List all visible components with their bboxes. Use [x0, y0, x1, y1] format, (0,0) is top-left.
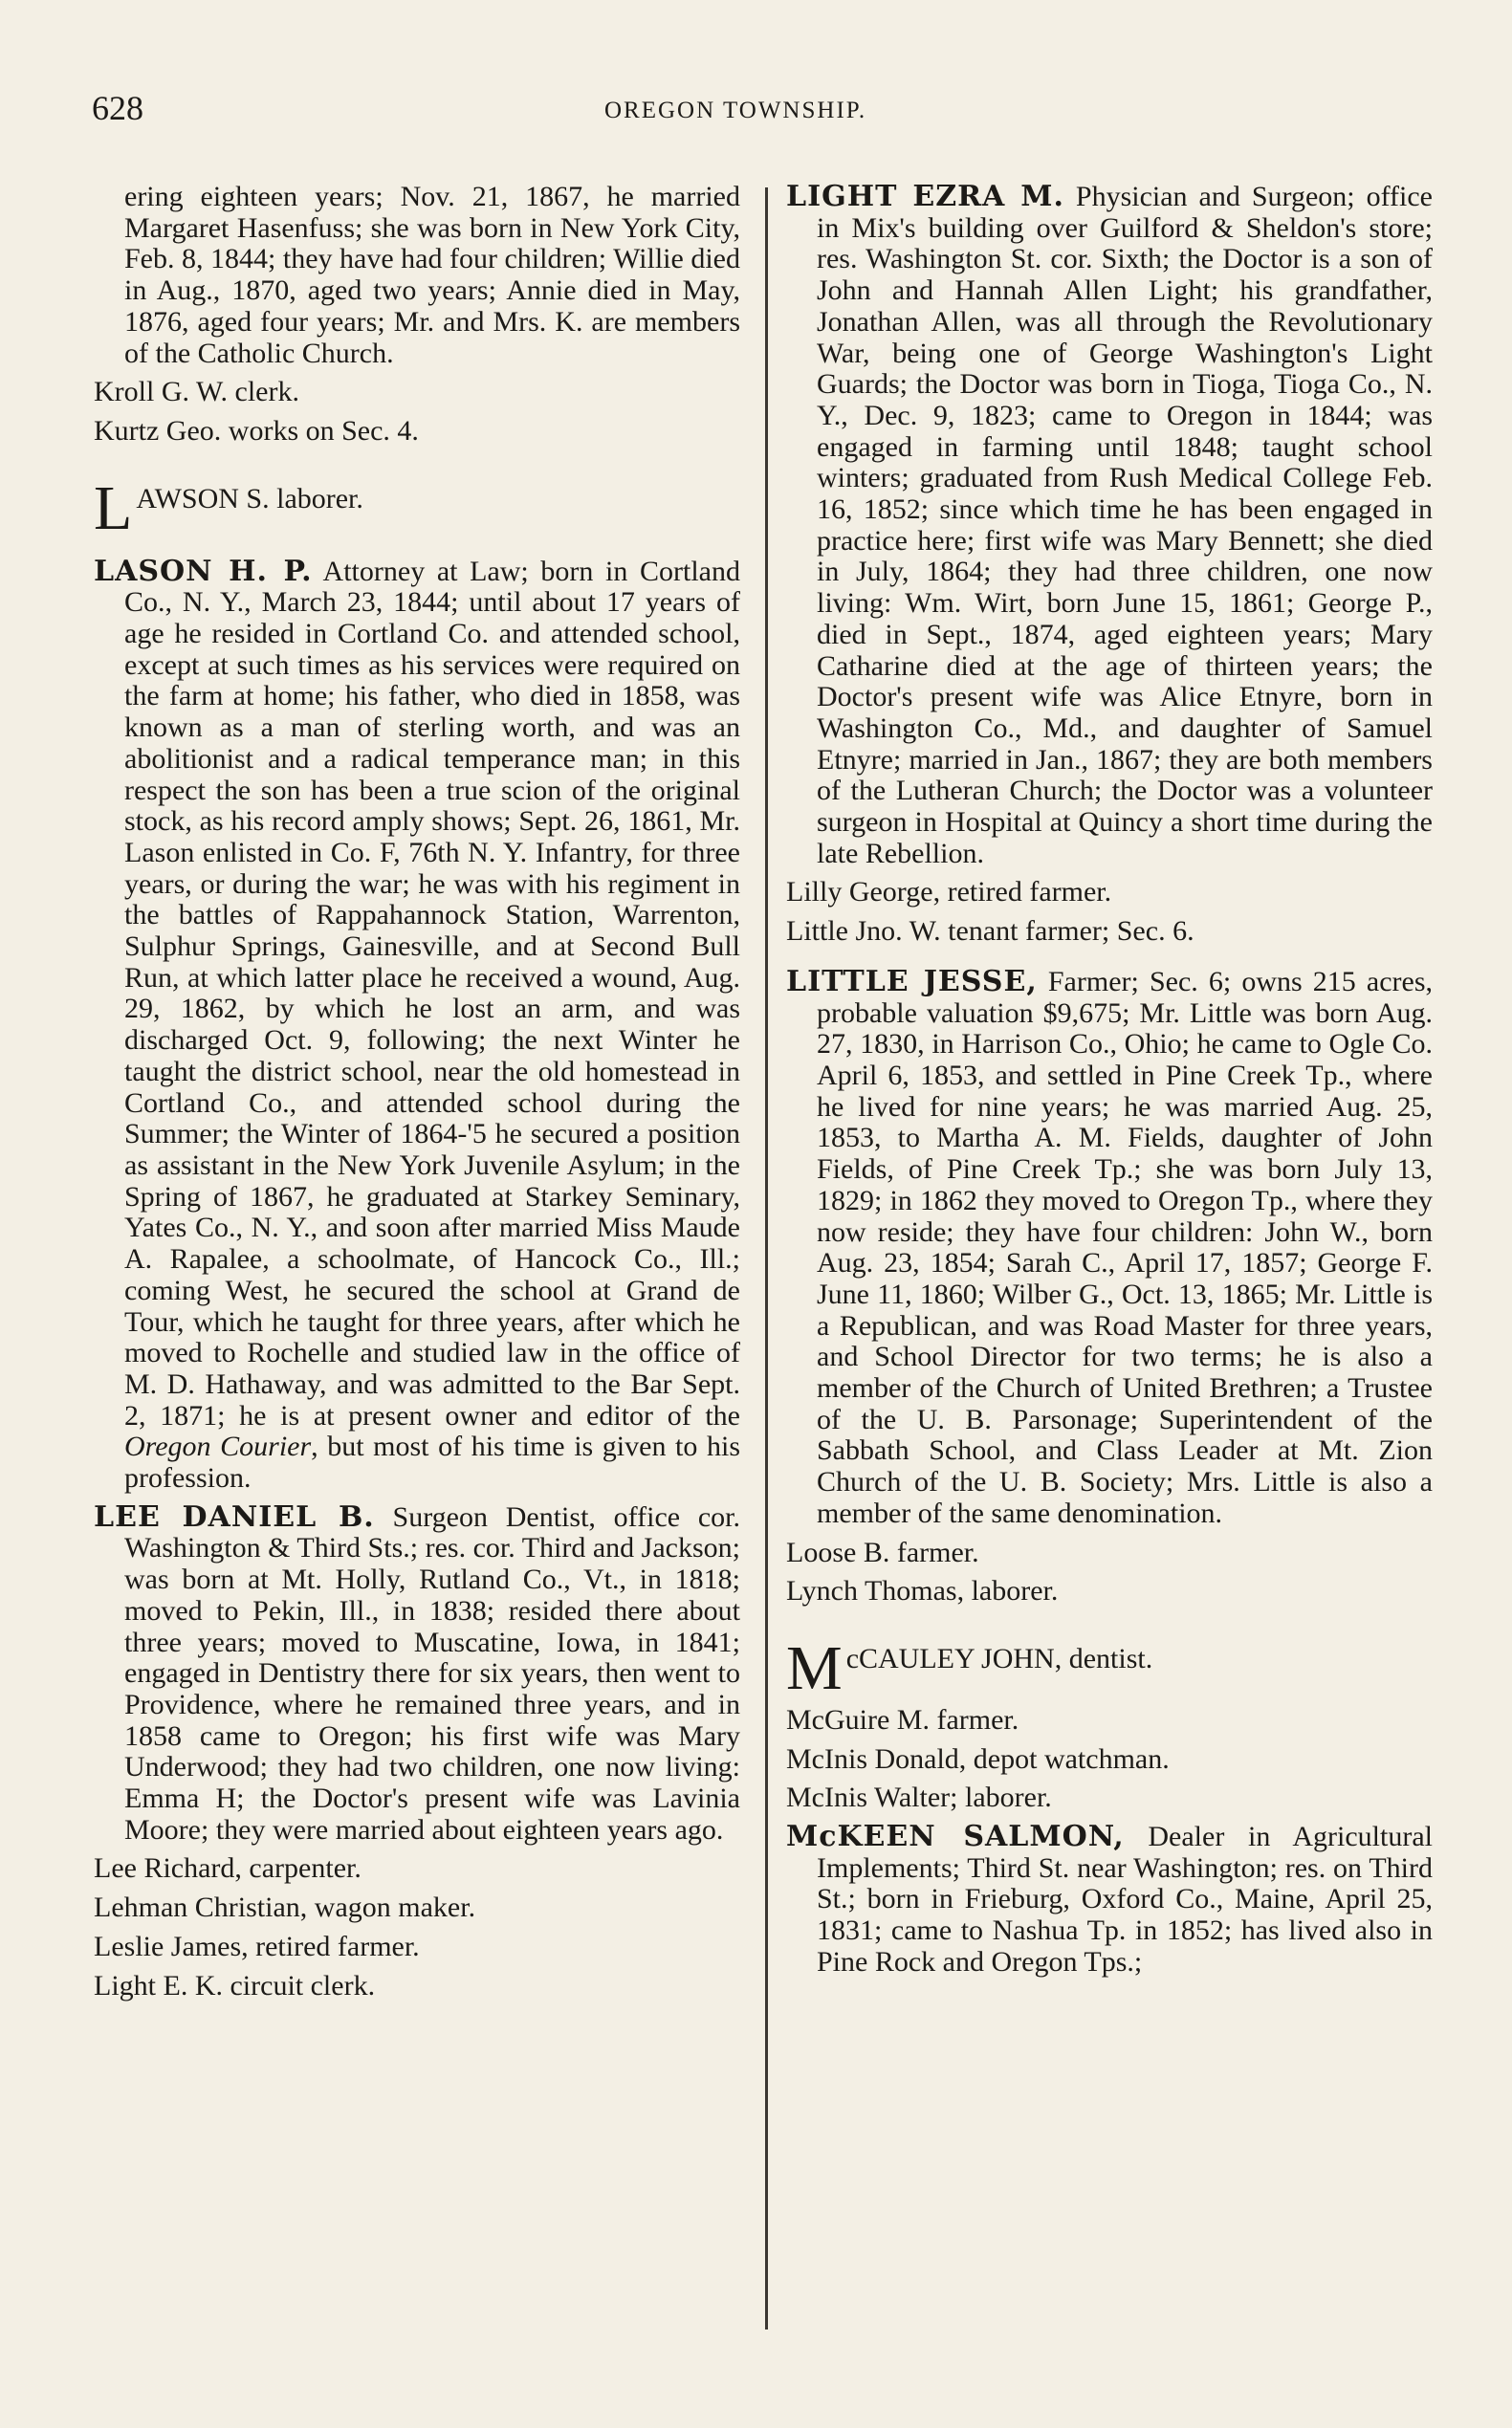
left-column: [94, 182, 740, 2001]
entry-light-ek: Light E. K. circuit clerk.: [94, 1969, 376, 2001]
entry-little-jesse: [786, 964, 1433, 1530]
section-heading-m: [786, 1632, 1433, 1703]
newspaper-title: Oregon Courier: [124, 1431, 312, 1463]
entry-mccauley: cCAULEY JOHN, dentist.: [845, 1642, 1153, 1674]
entry-mcguire: McGuire M. farmer.: [786, 1703, 1019, 1736]
entry-lehman: Lehman Christian, wagon maker.: [94, 1892, 476, 1924]
section-heading-l: [94, 472, 740, 543]
entry-mckeen: [786, 1822, 1433, 1979]
running-head: OREGON TOWNSHIP.: [604, 98, 867, 123]
entry-leslie: Leslie James, retired farmer.: [94, 1930, 420, 1962]
entry-kroll: Kroll G. W. clerk.: [94, 376, 299, 408]
entry-continuation: ering eighteen years; Nov. 21, 1867, he married Margaret Hasenfuss; she was born in New York City, Feb. 8, 1844; they have had four children; Willie died in Aug., 1870, aged two years; Annie died in May, 1876, aged four years; Mr. and Mrs. K. are members of the Catholic Church.: [124, 181, 740, 369]
entry-light-ezra: [786, 182, 1433, 869]
entry-loose: Loose B. farmer.: [786, 1536, 979, 1568]
entry-lee-richard: Lee Richard, carpenter.: [94, 1852, 362, 1885]
entry-name: LITTLE JESSE,: [786, 964, 1038, 998]
right-column: [786, 182, 1433, 1979]
entry-name: LASON H. P.: [94, 554, 313, 588]
section-initial: M: [786, 1632, 843, 1703]
entry-mcinis-donald: McInis Donald, depot watchman.: [786, 1742, 1170, 1775]
entry-text: Dealer in Agricultural Implements; Third St. near Washington; res. on Third St.; born in Frieburg, Oxford Co., Maine, April 25, 1831; came to Nashua Tp. in 1852; has lived also in Pine Rock and Oregon Tps.;: [817, 1821, 1433, 1978]
page-header: [92, 88, 1431, 136]
entry-text: Surgeon Dentist, office cor. Washington & Third Sts.; res. cor. Third and Jackson; was born at Mt. Holly, Rutland Co., Vt., in 1818; moved to Pekin, Ill., in 1838; resided there about three years; moved to Muscatine, Iowa, in 1841; engaged in Dentistry there for six years, then went to Providence, where he remained three years, and in 1858 came to Oregon; his first wife was Mary Underwood; they had two children, one now living: Emma H; the Doctor's present wife was Lavinia Moore; they were married about eighteen years ago.: [124, 1500, 740, 1846]
entry-lynch: Lynch Thomas, laborer.: [786, 1575, 1059, 1608]
entry-name: LIGHT EZRA M.: [786, 180, 1064, 213]
page-number: 628: [92, 89, 143, 127]
entry-text: Attorney at Law; born in Cortland Co., N. Y., March 23, 1844; until about 17 years of age he resided in Cortland Co. and attended school, except at such times as his services were required on the farm at home; his father, who died in 1858, was known as a man of sterling worth, and was an abolitionist and a radical temperance man; in this respect the son has been a true scion of the original stock, as his record amply shows; Sept. 26, 1861, Mr. Lason enlisted in Co. F, 76th N. Y. Infantry, for three years, or during the war; he was with his regiment in the battles of Rappahannock Station, Warrenton, Sulphur Springs, Gainesville, and at Second Bull Run, at which latter place he received a wound, Aug. 29, 1862, by which he lost an arm, and was discharged Oct. 9, following; the next Winter he taught the district school, near the old homestead in Cortland Co., and attended school during the Summer; the Winter of 1864-'5 he secured a position as assistant in the New York Juvenile Asylum; in the Spring of 1867, he graduated at Starkey Seminary, Yates Co., N. Y., and soon after married Miss Maude A. Rapalee, a schoolmate, of Hancock Co., Ill.; coming West, he secured the school at Grand de Tour, which he taught for three years, after which he moved to Rochelle and studied law in the office of M. D. Hathaway, and was admitted to the Bar Sept. 2, 1871; he is at present owner and editor of the: [124, 555, 740, 1432]
entry-kurtz: Kurtz Geo. works on Sec. 4.: [94, 414, 419, 447]
entry-lilly: Lilly George, retired farmer.: [786, 876, 1112, 908]
entry-lawson: AWSON S. laborer.: [136, 482, 363, 514]
entry-little-jno: Little Jno. W. tenant farmer; Sec. 6.: [786, 915, 1194, 948]
entry-text-end: , but most of his time is given to his profession.: [124, 1431, 740, 1495]
entry-mcinis-walter: McInis Walter; laborer.: [786, 1782, 1052, 1814]
section-initial: L: [94, 472, 133, 543]
entry-lason: [94, 554, 740, 1495]
column-divider: [765, 187, 768, 2330]
entry-text: Physician and Surgeon; office in Mix's building over Guilford & Sheldon's store; res. Washington St. cor. Sixth; the Doctor is a son of John and Hannah Allen Light; his grandfather, Jonathan Allen, was all through the Revolutionary War, being one of George Washington's Light Guards; the Doctor was born in Tioga, Tioga Co., N. Y., Dec. 9, 1823; came to Oregon in 1844; was engaged in farming until 1848; taught school winters; graduated from Rush Medical College Feb. 16, 1852; since which time he has been engaged in practice here; first wife was Mary Bennett; she died in July, 1864; they had three children, one now living: Wm. Wirt, born June 15, 1861; George P., died in Sept., 1874, aged eighteen years; Mary Catharine died at the age of thirteen years; the Doctor's present wife was Alice Etnyre, born in Washington Co., Md., and daughter of Samuel Etnyre; married in Jan., 1867; they are both members of the Lutheran Church; the Doctor was a volunteer surgeon in Hospital at Quincy a short time during the late Rebellion.: [817, 181, 1433, 869]
entry-name: McKEEN SALMON,: [786, 1820, 1125, 1854]
entry-text: Farmer; Sec. 6; owns 215 acres, probable valuation $9,675; Mr. Little was born Aug. 27, 1830, in Harrison Co., Ohio; he came to Ogle Co. April 6, 1853, and settled in Pine Creek Tp., where he lived for nine years; he was married Aug. 25, 1853, to Martha A. M. Fields, daughter of John Fields, of Pine Creek Tp.; she was born July 13, 1829; in 1862 they moved to Oregon Tp., where they now reside; they have four children: John W., born Aug. 23, 1854; Sarah C., April 17, 1857; George F. June 11, 1860; Wilber G., Oct. 13, 1865; Mr. Little is a Republican, and was Road Master for three years, and School Director for two terms; he is also a member of the Church of United Brethren; a Trustee of the U. B. Parsonage; Superintendent of the Sabbath School, and Class Leader at Mt. Zion Church of the U. B. Society; Mrs. Little is also a member of the same denomination.: [817, 965, 1433, 1529]
entry-lee-daniel: [94, 1499, 740, 1847]
entry-name: LEE DANIEL B.: [94, 1499, 375, 1534]
